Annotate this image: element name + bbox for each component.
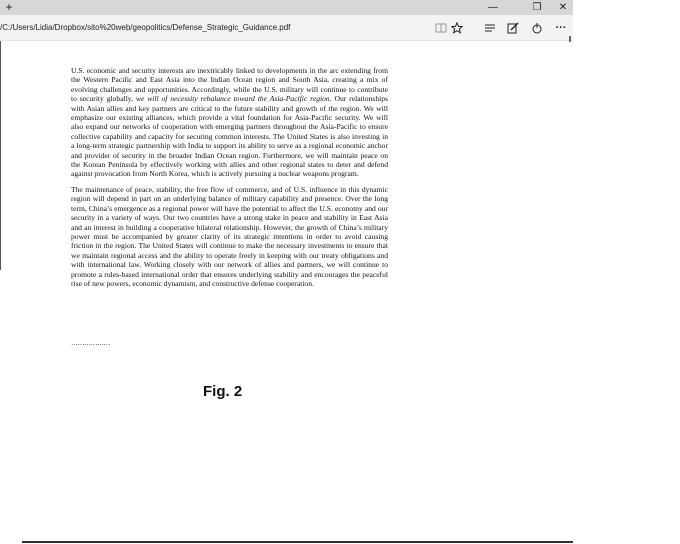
paragraph-1-text-a: U.S. economic and security interests are inextricably linked to developments in the arc extending from the Western Pacific and East Asia into the Indian Ocean region and South Asia, creating a mix of evolving challenges and opportunities. Accordingly, while the U.S. military will continue to contribute to security globally, — [71, 66, 388, 104]
hub-icon[interactable] — [482, 20, 498, 36]
paragraph-1 — [71, 66, 388, 179]
ellipsis-marker: ……………… — [71, 339, 110, 347]
address-bar — [0, 15, 573, 41]
bottom-divider — [22, 541, 573, 543]
more-icon[interactable]: ··· — [555, 22, 567, 34]
share-icon[interactable] — [529, 20, 545, 36]
reading-view-icon[interactable] — [433, 20, 449, 36]
close-button[interactable]: ✕ — [558, 2, 568, 13]
paragraph-2: The maintenance of peace, stability, the free flow of commerce, and of U.S. influence in this dynamic region will depend in part on an underlying balance of military capability and presence. Over the long term, China’s emergence as a regional power will have the potential to affect the U.S. economy and our security in a variety of ways. Our two countries have a strong stake in peace and stability in East Asia and an interest in building a cooperative bilateral relationship. However, the growth of China’s military power must be accompanied by greater clarity of its strategic intentions in order to avoid causing friction in the region. The United States will continue to make the necessary investments to ensure that we maintain regional access and the ability to operate freely in keeping with our treaty obligations and with international law. Working closely with our network of allies and partners, we will continue to promote a rules-based international order that ensures underlying stability and encourages the peaceful rise of new powers, economic dynamism, and constructive defense cooperation. — [71, 184, 388, 288]
pdf-viewport-edge — [0, 41, 1, 270]
favorite-star-icon[interactable] — [449, 20, 465, 36]
paragraph-1-text-b: Our relationships with Asian allies and key partners are critical to the future stability and growth of the region. We will emphasize our existing alliances, which provide a vital foundation for Asia-Pacific security. We will also expand our networks of cooperation with emerging partners throughout the Asia-Pacific to ensure collective capability and capacity for securing common interests. The United States is also investing in a long-term strategic partnership with India to support its ability to serve as a regional economic anchor and provider of security in the broader Indian Ocean region. Furthermore, we will maintain peace on the Korean Peninsula by effectively working with allies and other regional states to deter and defend against provocation from North Korea, which is actively pursuing a nuclear weapons program. — [71, 94, 388, 179]
paragraph-1-emphasis: we will of necessity rebalance toward the Asia-Pacific region. — [135, 94, 332, 104]
url-field[interactable]: /C:/Users/Lidia/Dropbox/sito%20web/geopolitics/Defense_Strategic_Guidance.pdf — [0, 23, 291, 32]
scrollbar-indicator[interactable] — [569, 36, 571, 42]
figure-caption: Fig. 2 — [203, 383, 243, 400]
minimize-button[interactable]: — — [488, 2, 498, 13]
web-note-icon[interactable] — [505, 20, 521, 36]
new-tab-button[interactable]: + — [5, 0, 13, 14]
pdf-page-text — [71, 66, 388, 288]
restore-button[interactable]: ❐ — [532, 2, 542, 13]
title-bar — [0, 0, 573, 15]
